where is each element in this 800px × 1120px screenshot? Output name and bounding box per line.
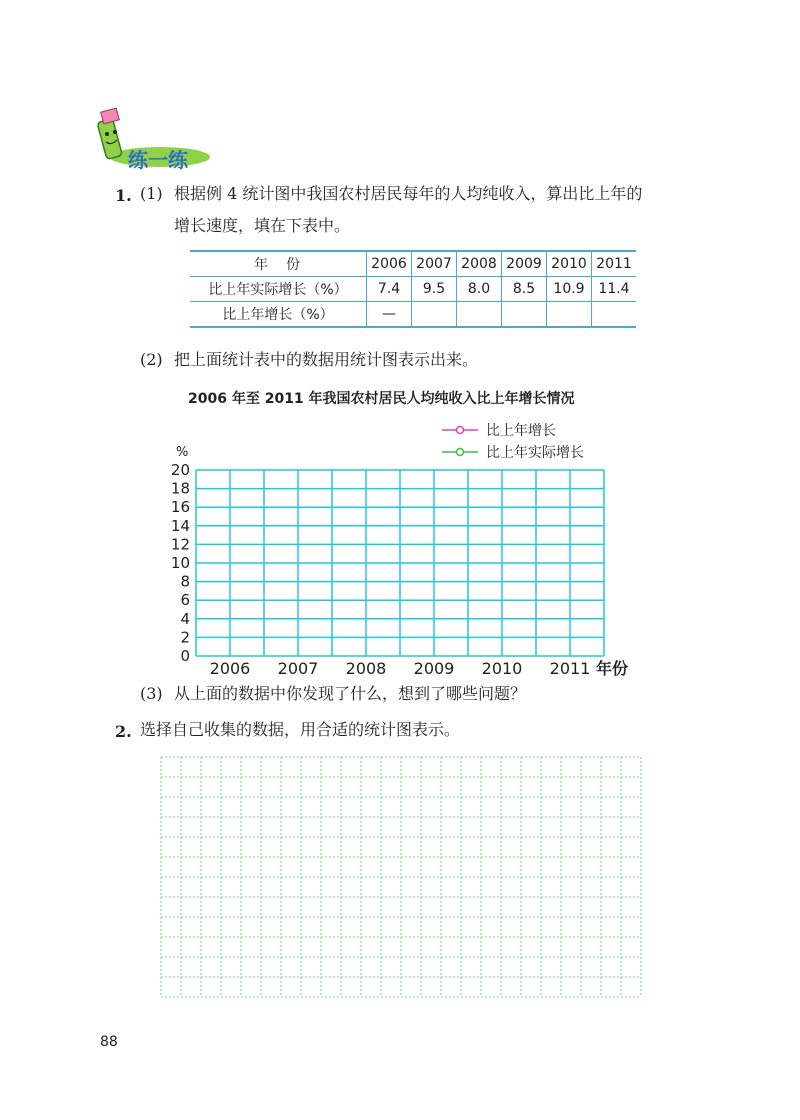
question-1-part3-label: (3) [140, 684, 163, 703]
x-tick-label: 2006 [209, 659, 251, 678]
table-cell: 11.4 [592, 277, 637, 302]
table-row-label: 比上年增长（%） [190, 302, 367, 328]
y-tick-label: 14 [170, 516, 190, 535]
table-cell: 9.5 [412, 277, 457, 302]
y-tick-label: 0 [180, 647, 190, 665]
question-1-part2-label: (2) [140, 350, 163, 369]
x-tick-label: 2011 [549, 659, 591, 678]
table-cell: 10.9 [547, 277, 592, 302]
question-1-part1-line1: 根据例 4 统计图中我国农村居民每年的人均纯收入，算出比上年的 [174, 184, 643, 203]
banner-title: 练一练 [128, 148, 188, 172]
table-cell: — [367, 302, 412, 328]
y-tick-label: 20 [170, 461, 190, 479]
table-cell-blank[interactable] [547, 302, 592, 328]
line-chart [160, 412, 680, 682]
table-cell-blank[interactable] [457, 302, 502, 328]
table-year: 2009 [502, 251, 547, 277]
table-cell-blank[interactable] [412, 302, 457, 328]
y-tick-label: 2 [180, 628, 190, 647]
x-tick-label: 2007 [277, 659, 319, 678]
growth-table [190, 250, 636, 328]
table-cell-blank[interactable] [592, 302, 637, 328]
legend-marker [457, 427, 464, 434]
question-1-part1-line2: 增长速度，填在下表中。 [174, 216, 351, 235]
y-tick-label: 8 [180, 572, 190, 591]
table-cell: 8.0 [457, 277, 502, 302]
table-cell-blank[interactable] [502, 302, 547, 328]
question-2-text: 选择自己收集的数据，用合适的统计图表示。 [140, 720, 461, 739]
y-tick-label: 16 [170, 498, 190, 517]
table-cell: 7.4 [367, 277, 412, 302]
chart-title: 2006 年至 2011 年我国农村居民人均纯收入比上年增长情况 [188, 391, 575, 407]
y-tick-label: 4 [180, 609, 190, 628]
table-header-label: 年 份 [190, 251, 367, 277]
question-1-part2-text: 把上面统计表中的数据用统计图表示出来。 [174, 350, 479, 369]
x-tick-label: 2009 [413, 659, 455, 678]
y-tick-label: 6 [180, 591, 190, 610]
x-tick-label: 2010 [481, 659, 523, 678]
table-year: 2008 [457, 251, 502, 277]
section-banner [90, 100, 210, 170]
legend-label: 比上年实际增长 [486, 445, 584, 461]
y-axis-label: % [176, 445, 189, 460]
question-1-part3-text: 从上面的数据中你发现了什么，想到了哪些问题？ [174, 684, 527, 703]
table-year: 2011 [592, 251, 637, 277]
legend-label: 比上年增长 [486, 423, 556, 439]
table-year: 2010 [547, 251, 592, 277]
question-1-part1-label: (1) [140, 184, 163, 203]
y-tick-label: 10 [170, 554, 190, 572]
table-header-row [190, 251, 636, 277]
question-2-number: 2. [115, 722, 132, 741]
y-tick-label: 18 [170, 479, 190, 498]
table-year: 2007 [412, 251, 457, 277]
table-row-actual [190, 277, 636, 302]
table-cell: 8.5 [502, 277, 547, 302]
x-axis-label: 年份 [596, 659, 629, 678]
y-tick-label: 12 [170, 535, 190, 554]
table-row-growth [190, 302, 636, 328]
question-1-number: 1. [115, 186, 132, 205]
page-number: 88 [100, 1034, 118, 1050]
table-row-label: 比上年实际增长（%） [190, 277, 367, 302]
legend-marker [457, 449, 464, 456]
table-year: 2006 [367, 251, 412, 277]
x-tick-label: 2008 [345, 659, 387, 678]
blank-grid-paper[interactable] [160, 756, 642, 998]
